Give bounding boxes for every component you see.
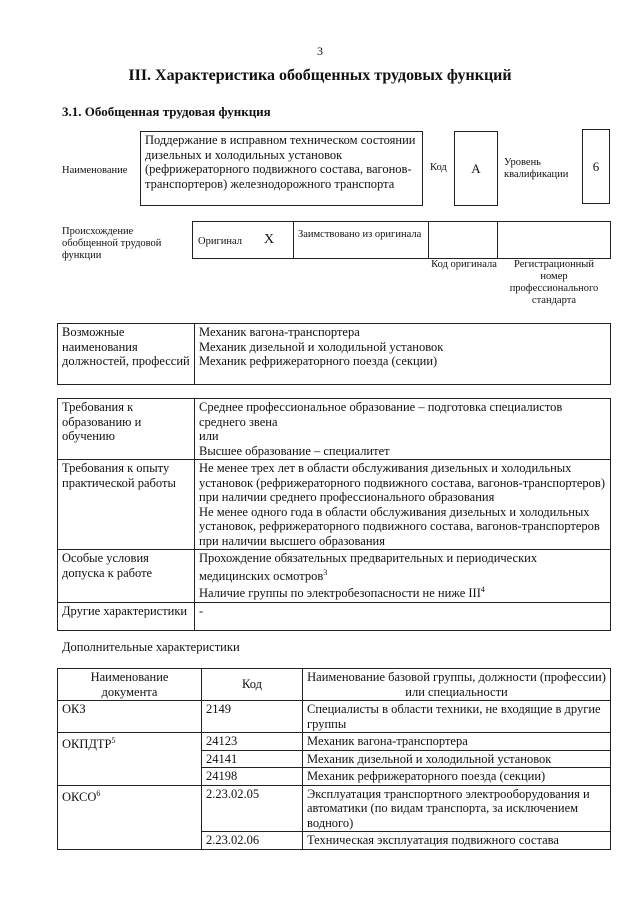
code-cell: 24198 <box>202 768 303 786</box>
admission-label: Особые условия допуска к работе <box>58 550 195 603</box>
name-cell: Специалисты в области техники, не входящие в другие группы <box>303 701 611 733</box>
level-value: 6 <box>592 159 600 174</box>
code-original-caption: Код оригинала <box>431 259 497 270</box>
name-label: Наименование <box>62 165 128 176</box>
doc-name: ОКЗ <box>62 702 86 716</box>
position-item: Механик дизельной и холодильной установок <box>199 339 444 354</box>
admission-line <box>199 583 606 601</box>
admission-text: Наличие группы по электробезопасности не ниже III <box>199 586 481 601</box>
name-cell: Эксплуатация транспортного электрооборудования и автоматики (по видам транспорта, за исключением водного) <box>303 785 611 832</box>
other-label: Другие характеристики <box>58 602 195 630</box>
page-number: 3 <box>317 44 323 58</box>
extra-table <box>57 668 611 850</box>
positions-values <box>195 324 611 385</box>
section-title: III. Характеристика обобщенных трудовых функций <box>128 67 512 84</box>
code-box <box>454 131 498 206</box>
education-line: или <box>199 429 219 443</box>
experience-line: Не менее одного года в области обслуживания дизельных и холодильных установок, рефрижераторного подвижного состава, вагонов-транспортеров при наличии высшего образования <box>199 504 600 548</box>
origin-row <box>192 221 611 259</box>
subsection-title: 3.1. Обобщенная трудовая функция <box>62 104 271 119</box>
code-value: А <box>471 161 481 176</box>
position-item: Механик рефрижераторного поезда (секции) <box>199 354 438 368</box>
admission-values <box>195 550 611 603</box>
header-name: Наименование базовой группы, должности (профессии) или специальности <box>303 669 611 701</box>
admission-text: Прохождение обязательных предварительных и периодических медицинских осмотров <box>199 551 538 583</box>
name-cell: Техническая эксплуатация подвижного состава <box>303 832 611 850</box>
level-label: Уровень квалификации <box>504 157 569 180</box>
doc-cell <box>58 733 202 786</box>
borrowed-label: Заимствовано из оригинала <box>298 229 422 240</box>
experience-values <box>195 460 611 550</box>
header-document: Наименование документа <box>58 669 202 701</box>
doc-name: ОКПДТР <box>62 737 112 752</box>
experience-line: Не менее трех лет в области обслуживания дизельных и холодильных установок (рефрижераторного подвижного состава, вагонов-транспортеров) при наличии среднего профессионального образования <box>199 461 605 504</box>
doc-cell <box>58 701 202 733</box>
extra-title: Дополнительные характеристики <box>62 640 240 654</box>
footnote-ref: 5 <box>111 736 116 745</box>
reg-number-caption: Регистрационный номер профессионального стандарта <box>509 259 599 306</box>
code-cell: 24123 <box>202 733 303 751</box>
name-cell: Механик вагона-транспортера <box>303 733 611 751</box>
position-item: Механик вагона-транспортера <box>199 325 360 339</box>
code-cell: 2.23.02.06 <box>202 832 303 850</box>
name-cell: Механик дизельной и холодильной установок <box>303 750 611 768</box>
footnote-ref: 4 <box>480 585 485 595</box>
name-cell: Механик рефрижераторного поезда (секции) <box>303 768 611 786</box>
function-name-box <box>140 131 423 206</box>
doc-cell <box>58 785 202 849</box>
function-name-value: Поддержание в исправном техническом состоянии дизельных и холодильных установок (рефрижераторного подвижного состава, вагонов-транспортеров) железнодорожного транспорта <box>145 133 416 191</box>
code-cell: 24141 <box>202 750 303 768</box>
requirements-table <box>57 398 611 631</box>
header-code: Код <box>202 669 303 701</box>
education-line: Высшее образование – специалитет <box>199 443 390 458</box>
doc-name: ОКСО <box>62 789 97 804</box>
level-box <box>582 129 610 204</box>
origin-label: Происхождение обобщенной трудовой функции <box>62 226 162 261</box>
footnote-ref: 3 <box>323 567 328 577</box>
code-cell: 2149 <box>202 701 303 733</box>
experience-label: Требования к опыту практической работы <box>58 460 195 550</box>
education-values <box>195 399 611 460</box>
admission-line <box>199 551 606 583</box>
original-label: Оригинал <box>198 236 242 247</box>
footnote-ref: 6 <box>96 788 101 798</box>
education-line: Среднее профессиональное образование – подготовка специалистов среднего звена <box>199 400 563 429</box>
code-label: Код <box>430 162 447 173</box>
code-cell: 2.23.02.05 <box>202 785 303 832</box>
original-mark: Х <box>264 232 275 247</box>
positions-label: Возможные наименования должностей, профессий <box>58 324 195 385</box>
other-value: - <box>195 602 611 630</box>
education-label: Требования к образованию и обучению <box>58 399 195 460</box>
positions-table <box>57 323 611 385</box>
